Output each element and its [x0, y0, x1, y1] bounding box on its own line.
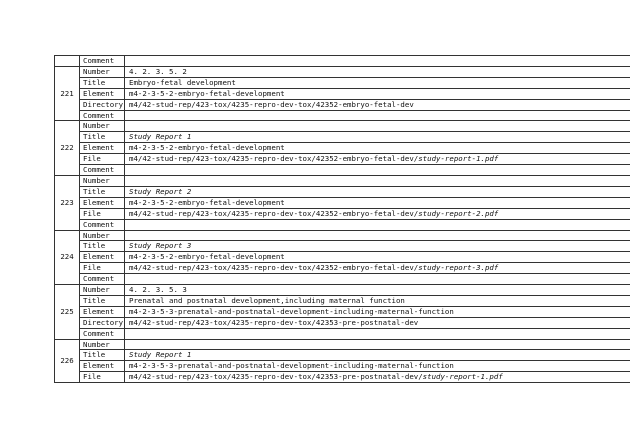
entry-number-cell: 225 — [55, 285, 80, 340]
field-value — [125, 56, 630, 67]
field-label: Element — [80, 361, 125, 372]
field-value — [125, 274, 630, 285]
field-value — [125, 339, 630, 350]
field-label: Comment — [80, 219, 125, 230]
field-value — [125, 88, 630, 99]
field-value-text: m4/42-stud-rep/423-tox/4235-repro-dev-tox/42352-embryo-fetal-dev/ — [129, 263, 419, 273]
field-value — [125, 361, 630, 372]
field-value — [125, 165, 630, 176]
field-value — [125, 175, 630, 186]
field-value-text: 4. 2. 3. 5. 2 — [129, 66, 187, 76]
field-label: File — [80, 208, 125, 219]
field-label: Title — [80, 77, 125, 88]
table-row — [55, 175, 630, 186]
field-label: Element — [80, 197, 125, 208]
field-label: Title — [80, 132, 125, 143]
field-value-italic: study-report-2.pdf — [418, 208, 499, 218]
field-value — [125, 328, 630, 339]
field-value-text: Embryo-fetal development — [129, 77, 236, 87]
table-row — [55, 295, 630, 306]
table-row — [55, 99, 630, 110]
entry-number-cell: 223 — [55, 175, 80, 230]
field-value — [125, 132, 630, 143]
field-label: Number — [80, 339, 125, 350]
table-row — [55, 154, 630, 165]
field-value — [125, 154, 630, 165]
field-value — [125, 241, 630, 252]
field-label: Element — [80, 306, 125, 317]
field-value-italic: Study Report 3 — [129, 241, 192, 251]
field-label: Comment — [80, 274, 125, 285]
field-label: Number — [80, 121, 125, 132]
field-value — [125, 295, 630, 306]
table-row — [55, 317, 630, 328]
field-value — [125, 230, 630, 241]
table-row — [55, 285, 630, 296]
field-label: Element — [80, 88, 125, 99]
field-value-text: m4/42-stud-rep/423-tox/4235-repro-dev-tox/42353-pre-postnatal-dev/ — [129, 372, 423, 382]
entry-number-cell: 224 — [55, 230, 80, 285]
table-body — [55, 56, 630, 383]
field-value-italic: Study Report 2 — [129, 186, 192, 196]
entry-number-cell: 221 — [55, 66, 80, 121]
field-value-italic: study-report-1.pdf — [422, 372, 503, 382]
table-row — [55, 230, 630, 241]
field-value-text: m4/42-stud-rep/423-tox/4235-repro-dev-tox/42353-pre-postnatal-dev — [129, 317, 419, 327]
field-value — [125, 350, 630, 361]
field-value — [125, 77, 630, 88]
table-row — [55, 132, 630, 143]
entry-number-cell: 226 — [55, 339, 80, 383]
table-row — [55, 165, 630, 176]
field-label: Directory — [80, 99, 125, 110]
field-value — [125, 186, 630, 197]
field-value — [125, 219, 630, 230]
field-value-italic: study-report-1.pdf — [418, 154, 499, 164]
field-value-text: m4-2-3-5-2-embryo-fetal-development — [129, 252, 285, 262]
field-value-text: m4-2-3-5-3-prenatal-and-postnatal-development-including-maternal-function — [129, 361, 454, 371]
table-row — [55, 77, 630, 88]
field-label: File — [80, 372, 125, 383]
entry-number-cell — [55, 56, 80, 67]
table-row — [55, 208, 630, 219]
field-value-text: Prenatal and postnatal development,including maternal function — [129, 295, 405, 305]
table-row — [55, 274, 630, 285]
field-value — [125, 306, 630, 317]
table-row — [55, 143, 630, 154]
field-label: Comment — [80, 165, 125, 176]
table-row — [55, 328, 630, 339]
field-value — [125, 99, 630, 110]
field-label: Title — [80, 186, 125, 197]
field-value — [125, 317, 630, 328]
field-value — [125, 66, 630, 77]
field-value-italic: Study Report 1 — [129, 132, 192, 142]
field-value — [125, 372, 630, 383]
table-row — [55, 66, 630, 77]
field-value-text: m4-2-3-5-2-embryo-fetal-development — [129, 197, 285, 207]
field-value-text: m4-2-3-5-2-embryo-fetal-development — [129, 88, 285, 98]
entry-number-cell: 222 — [55, 121, 80, 176]
field-label: Title — [80, 241, 125, 252]
field-value — [125, 263, 630, 274]
field-value — [125, 252, 630, 263]
table-row — [55, 241, 630, 252]
field-value-text: m4/42-stud-rep/423-tox/4235-repro-dev-tox/42352-embryo-fetal-dev/ — [129, 208, 419, 218]
field-label: Comment — [80, 110, 125, 121]
field-value — [125, 285, 630, 296]
field-value-text: m4/42-stud-rep/423-tox/4235-repro-dev-tox/42352-embryo-fetal-dev/ — [129, 154, 419, 164]
field-label: Number — [80, 175, 125, 186]
field-label: Element — [80, 252, 125, 263]
field-value-italic: Study Report 1 — [129, 350, 192, 360]
field-label: Comment — [80, 328, 125, 339]
field-label: File — [80, 263, 125, 274]
field-label: Title — [80, 350, 125, 361]
table-row — [55, 306, 630, 317]
field-label: Comment — [80, 56, 125, 67]
field-label: File — [80, 154, 125, 165]
table-row — [55, 110, 630, 121]
table-row — [55, 350, 630, 361]
field-label: Number — [80, 285, 125, 296]
table-row — [55, 219, 630, 230]
field-value — [125, 143, 630, 154]
ectd-structure-table — [54, 55, 630, 383]
field-value — [125, 110, 630, 121]
field-value-text: m4-2-3-5-2-embryo-fetal-development — [129, 143, 285, 153]
table-row — [55, 56, 630, 67]
field-value — [125, 208, 630, 219]
field-label: Title — [80, 295, 125, 306]
field-label: Element — [80, 143, 125, 154]
field-value-text: m4/42-stud-rep/423-tox/4235-repro-dev-tox/42352-embryo-fetal-dev — [129, 99, 414, 109]
field-value-italic: study-report-3.pdf — [418, 263, 499, 273]
field-value-text: m4-2-3-5-3-prenatal-and-postnatal-development-including-maternal-function — [129, 306, 454, 316]
table-row — [55, 197, 630, 208]
field-label: Number — [80, 66, 125, 77]
table-row — [55, 263, 630, 274]
table-row — [55, 339, 630, 350]
table-row — [55, 121, 630, 132]
table-row — [55, 252, 630, 263]
table-row — [55, 186, 630, 197]
field-value — [125, 121, 630, 132]
field-label: Directory — [80, 317, 125, 328]
field-label: Number — [80, 230, 125, 241]
field-value — [125, 197, 630, 208]
table-row — [55, 361, 630, 372]
table-row — [55, 88, 630, 99]
field-value-text: 4. 2. 3. 5. 3 — [129, 285, 187, 295]
table-row — [55, 372, 630, 383]
